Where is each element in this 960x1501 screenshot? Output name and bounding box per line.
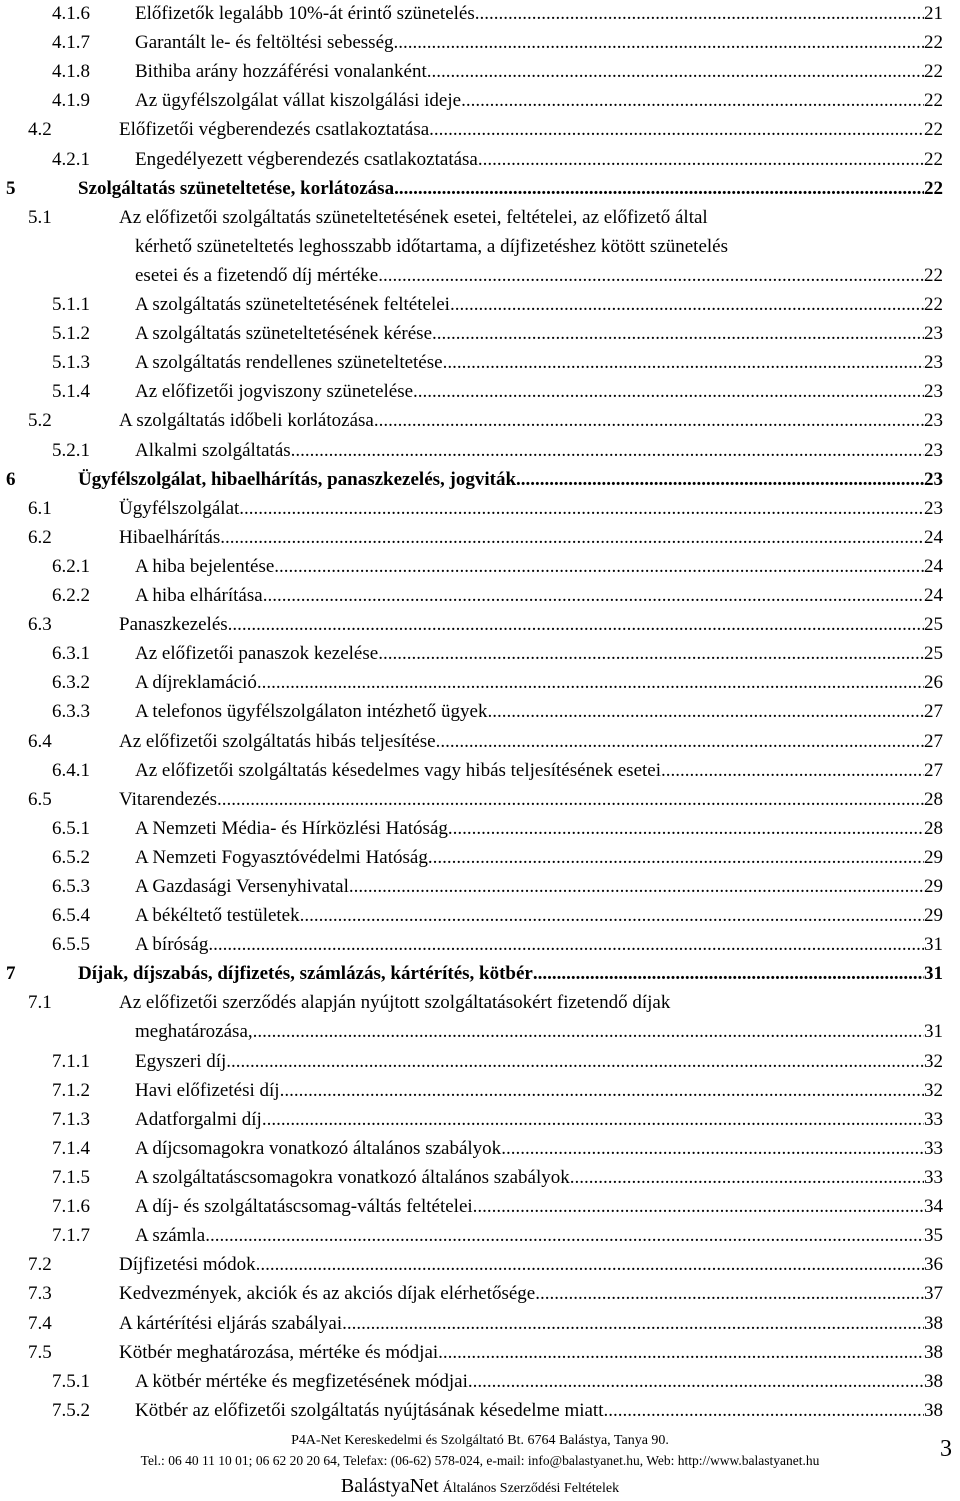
toc-entry-page: 35 xyxy=(924,1225,943,1247)
toc-entry[interactable] xyxy=(0,1338,960,1367)
toc-entry-number: 6.5.2 xyxy=(52,846,90,868)
toc-entry-title: Előfizetői végberendezés csatlakoztatása xyxy=(119,119,430,141)
toc-entry-page: 31 xyxy=(924,1021,943,1043)
toc-entry-title: A díj- és szolgáltatáscsomag-váltás feltételei xyxy=(135,1196,473,1218)
toc-entry-number: 4.2 xyxy=(28,119,52,141)
toc-entry[interactable] xyxy=(0,1105,960,1134)
toc-entry-page: 22 xyxy=(924,177,943,199)
toc-entry-page: 22 xyxy=(924,32,943,54)
toc-entry[interactable] xyxy=(0,174,960,203)
toc-entry-page: 29 xyxy=(924,905,943,927)
toc-entry-title: A hiba bejelentése xyxy=(135,555,275,577)
dot-leader xyxy=(428,843,924,872)
toc-entry-page: 38 xyxy=(924,1370,943,1392)
toc-entry-page: 36 xyxy=(924,1254,943,1276)
toc-entry-page: 22 xyxy=(924,119,943,141)
toc-entry-page: 22 xyxy=(924,294,943,315)
toc-entry[interactable] xyxy=(0,552,960,581)
toc-entry-page: 25 xyxy=(924,643,943,665)
footer-contact: Tel.: 06 40 11 10 01; 06 62 20 20 64, Telefax: (06-62) 578-024, e-mail: info@balastyanet.hu, Web: http://www.balastyanet.hu xyxy=(140,1453,820,1468)
dot-leader xyxy=(349,872,924,901)
toc-entry-title: Vitarendezés xyxy=(119,788,218,810)
toc-entry-page: 23 xyxy=(924,410,943,432)
toc-entry[interactable] xyxy=(0,1367,960,1396)
toc-entry-number: 7.1.1 xyxy=(52,1050,90,1072)
toc-entry[interactable] xyxy=(0,1163,960,1192)
toc-entry-title: Ügyfélszolgálat, hibaelhárítás, panaszkezelés, jogviták xyxy=(78,468,517,490)
toc-entry-page: 32 xyxy=(924,1050,943,1072)
toc-entry-page: 31 xyxy=(924,934,943,956)
toc-entry-title: A díjcsomagokra vonatkozó általános szabályok xyxy=(135,1137,502,1159)
toc-entry-number: 6.3.2 xyxy=(52,672,90,694)
toc-entry-title: Az előfizetői panaszok kezelése xyxy=(135,643,379,665)
toc-entry-number: 7.4 xyxy=(28,1312,52,1334)
dot-leader xyxy=(443,348,924,377)
toc-entry-title: A Nemzeti Fogyasztóvédelmi Hatóság xyxy=(135,846,428,868)
toc-entry-title: Díjfizetési módok xyxy=(119,1254,256,1276)
toc-entry-title: A szolgáltatás szüneteltetésének feltételei xyxy=(135,294,450,315)
toc-entry-title: Alkalmi szolgáltatás xyxy=(135,439,291,461)
dot-leader xyxy=(262,1105,924,1134)
toc-entry-title: Az ügyfélszolgálat vállat kiszolgálási ideje xyxy=(135,90,462,112)
toc-entry-number: 7.1.4 xyxy=(52,1137,90,1159)
toc-entry[interactable] xyxy=(0,1221,960,1250)
toc-entry-title-line: Az előfizetői szolgáltatás szüneteltetésének esetei, feltételei, az előfizető által xyxy=(119,206,708,228)
toc-entry-number: 6.2 xyxy=(28,526,52,548)
toc-entry[interactable] xyxy=(0,1192,960,1221)
toc-entry[interactable] xyxy=(0,901,960,930)
toc-entry-title: Az előfizetői jogviszony szünetelése xyxy=(135,381,414,403)
toc-entry-title: A számla xyxy=(135,1225,206,1247)
toc-entry-page: 23 xyxy=(924,468,943,490)
toc-entry-page: 23 xyxy=(924,352,943,374)
toc-entry-page: 24 xyxy=(924,555,943,577)
toc-entry-number: 6.5 xyxy=(28,788,52,810)
toc-entry-number: 7.5.2 xyxy=(52,1399,90,1421)
toc-entry-page: 23 xyxy=(924,497,943,519)
toc-entry-title: Adatforgalmi díj xyxy=(135,1108,262,1130)
dot-leader xyxy=(378,639,924,668)
page-number: 3 xyxy=(940,1436,952,1462)
toc-entry-page: 29 xyxy=(924,876,943,897)
toc-entry-title: A hiba elhárítása xyxy=(135,585,263,606)
dot-leader xyxy=(253,1017,924,1046)
toc-entry-number: 7.1.7 xyxy=(52,1225,90,1247)
toc-entry-number: 7.3 xyxy=(28,1283,52,1305)
toc-entry-number: 6.2.1 xyxy=(52,555,90,577)
dot-leader xyxy=(448,814,924,843)
toc-entry[interactable] xyxy=(0,756,960,785)
toc-entry-title-line: Az előfizetői szerződés alapján nyújtott szolgáltatásokért fizetendő díjak xyxy=(119,992,671,1014)
toc-entry-number: 7.1.6 xyxy=(52,1196,90,1218)
dot-leader xyxy=(468,1367,924,1396)
toc-entry-page: 28 xyxy=(924,788,943,810)
toc-entry-title: Engedélyezett végberendezés csatlakoztatása xyxy=(135,148,478,170)
toc-entry[interactable] xyxy=(0,581,960,610)
toc-entry-title: Hibaelhárítás xyxy=(119,526,221,548)
dot-leader xyxy=(256,1250,924,1279)
toc-entry-title: Bithiba arány hozzáférési vonalanként xyxy=(135,61,427,83)
toc-entry[interactable] xyxy=(0,610,960,639)
toc-entry[interactable] xyxy=(0,406,960,435)
toc-entry[interactable] xyxy=(0,1134,960,1163)
dot-leader xyxy=(429,115,924,144)
toc-entry-number: 7.1.5 xyxy=(52,1167,90,1188)
toc-entry-number: 5.1.4 xyxy=(52,381,90,403)
toc-entry-page: 27 xyxy=(924,701,943,723)
toc-entry-number: 7.5.1 xyxy=(52,1370,90,1392)
toc-entry[interactable] xyxy=(0,668,960,697)
toc-entry[interactable] xyxy=(0,639,960,668)
toc-entry-title: meghatározása, xyxy=(135,1021,253,1043)
toc-entry-page: 25 xyxy=(924,614,943,636)
toc-entry[interactable] xyxy=(0,1309,960,1338)
dot-leader xyxy=(436,727,924,756)
toc-entry-number: 6.5.4 xyxy=(52,905,90,927)
toc-entry[interactable] xyxy=(0,1279,960,1308)
toc-entry-number: 6.3.3 xyxy=(52,701,90,723)
toc-entry-page: 23 xyxy=(924,439,943,461)
toc-entry-page: 32 xyxy=(924,1079,943,1101)
toc-entry-number: 6.4.1 xyxy=(52,759,90,781)
toc-entry[interactable] xyxy=(0,28,960,57)
toc-entry-title: Garantált le- és feltöltési sebesség xyxy=(135,32,394,54)
toc-entry-page: 31 xyxy=(924,963,943,985)
toc-entry[interactable] xyxy=(0,959,960,988)
toc-entry-page: 33 xyxy=(924,1108,943,1130)
dot-leader xyxy=(220,523,924,552)
toc-entry-number: 4.1.8 xyxy=(52,61,90,83)
toc-entry[interactable] xyxy=(0,348,960,377)
dot-leader xyxy=(342,1309,924,1338)
dot-leader xyxy=(228,610,924,639)
dot-leader xyxy=(413,377,924,406)
toc-entry-number: 6.3 xyxy=(28,614,52,636)
dot-leader xyxy=(274,552,924,581)
dot-leader xyxy=(217,785,924,814)
toc-entry[interactable] xyxy=(0,57,960,86)
toc-entry[interactable] xyxy=(0,930,960,959)
toc-entry-number: 5.1.3 xyxy=(52,352,90,374)
toc-entry[interactable] xyxy=(0,115,960,144)
toc-entry-number: 4.1.7 xyxy=(52,32,90,54)
dot-leader xyxy=(205,1221,924,1250)
dot-leader xyxy=(394,174,924,203)
toc-entry[interactable] xyxy=(0,145,960,174)
toc-entry-title: A békéltető testületek xyxy=(135,905,300,927)
toc-entry-title: Panaszkezelés xyxy=(119,614,228,636)
toc-entry-number: 5.1.1 xyxy=(52,294,90,315)
dot-leader xyxy=(516,465,924,494)
toc-entry-page: 33 xyxy=(924,1167,943,1188)
toc-entry-title: Az előfizetői szolgáltatás hibás teljesítése xyxy=(119,730,436,752)
dot-leader xyxy=(263,581,924,610)
toc-entry-number: 7.1 xyxy=(28,992,52,1014)
toc-entry-number: 6 xyxy=(6,468,16,490)
toc-entry-title: A Nemzeti Média- és Hírközlési Hatóság xyxy=(135,817,448,839)
toc-entry[interactable] xyxy=(0,988,960,1046)
toc-entry-title: A kötbér mértéke és megfizetésének módjai xyxy=(135,1370,468,1392)
toc-entry[interactable] xyxy=(0,1047,960,1076)
footer-brand: BalástyaNet xyxy=(340,1475,439,1497)
toc-entry-title-line: kérhető szüneteltetés leghosszabb időtartama, a díjfizetéshez kötött szünetelés xyxy=(135,235,728,257)
dot-leader xyxy=(374,406,924,435)
toc-entry-page: 22 xyxy=(924,264,943,286)
toc-entry[interactable] xyxy=(0,203,960,290)
dot-leader xyxy=(661,756,924,785)
toc-entry-number: 4.1.6 xyxy=(52,3,90,24)
toc-entry-number: 6.5.5 xyxy=(52,934,90,956)
toc-entry-number: 5.1 xyxy=(28,206,52,228)
toc-entry[interactable] xyxy=(0,1250,960,1279)
toc-entry[interactable] xyxy=(0,465,960,494)
dot-leader xyxy=(535,1279,924,1308)
toc-entry-title: A Gazdasági Versenyhivatal xyxy=(135,876,349,897)
toc-entry-page: 33 xyxy=(924,1137,943,1159)
toc-entry-page: 27 xyxy=(924,730,943,752)
toc-entry[interactable] xyxy=(0,1396,960,1425)
toc-entry-title: A szolgáltatás szüneteltetésének kérése xyxy=(135,323,433,345)
footer-company: P4A-Net Kereskedelmi és Szolgáltató Bt. 6764 Balástya, Tanya 90. xyxy=(291,1433,669,1448)
toc-entry[interactable] xyxy=(0,377,960,406)
toc-entry[interactable] xyxy=(0,697,960,726)
toc-entry-page: 38 xyxy=(924,1341,943,1363)
dot-leader xyxy=(300,901,924,930)
dot-leader xyxy=(473,1192,924,1221)
dot-leader xyxy=(450,290,924,319)
dot-leader xyxy=(394,28,924,57)
toc-entry[interactable] xyxy=(0,785,960,814)
toc-entry-number: 6.5.3 xyxy=(52,876,90,897)
dot-leader xyxy=(461,86,924,115)
toc-entry[interactable] xyxy=(0,872,960,901)
dot-leader xyxy=(291,436,924,465)
toc-entry-title: esetei és a fizetendő díj mértéke xyxy=(135,264,379,286)
toc-entry-number: 6.4 xyxy=(28,730,52,752)
toc-entry[interactable] xyxy=(0,86,960,115)
toc-entry-page: 38 xyxy=(924,1399,943,1421)
toc-entry-title: A szolgáltatás időbeli korlátozása xyxy=(119,410,374,432)
dot-leader xyxy=(257,668,924,697)
toc-entry-page: 26 xyxy=(924,672,943,694)
toc-entry[interactable] xyxy=(0,814,960,843)
dot-leader xyxy=(432,319,924,348)
toc-entry-page: 21 xyxy=(924,3,943,24)
dot-leader xyxy=(475,0,924,28)
toc-entry-number: 7 xyxy=(6,963,16,985)
toc-entry-number: 7.5 xyxy=(28,1341,52,1363)
toc-entry-page: 28 xyxy=(924,817,943,839)
toc-entry-page: 29 xyxy=(924,846,943,868)
dot-leader xyxy=(226,1047,924,1076)
toc-entry-title: Előfizetők legalább 10%-át érintő szünetelés xyxy=(135,3,475,24)
toc-entry-title: Kötbér meghatározása, mértéke és módjai xyxy=(119,1341,439,1363)
toc-entry-title: A bíróság xyxy=(135,934,209,956)
toc-entry[interactable] xyxy=(0,436,960,465)
toc-entry-title: A szolgáltatás rendellenes szüneteltetése xyxy=(135,352,443,374)
toc-entry-number: 4.2.1 xyxy=(52,148,90,170)
toc-entry-number: 7.1.3 xyxy=(52,1108,90,1130)
toc-entry-title: A kártérítési eljárás szabályai xyxy=(119,1312,343,1334)
toc-entry[interactable] xyxy=(0,319,960,348)
toc-entry-page: 24 xyxy=(924,526,943,548)
toc-entry-page: 23 xyxy=(924,381,943,403)
dot-leader xyxy=(478,145,924,174)
dot-leader xyxy=(533,959,924,988)
toc-entry-page: 37 xyxy=(924,1283,943,1305)
toc-entry-number: 5.2 xyxy=(28,410,52,432)
toc-entry[interactable] xyxy=(0,727,960,756)
toc-entry-title: Havi előfizetési díj xyxy=(135,1079,280,1101)
toc-entry-page: 38 xyxy=(924,1312,943,1334)
toc-entry-title: Ügyfélszolgálat xyxy=(119,497,240,519)
toc-entry-title: A díjreklamáció xyxy=(135,672,257,694)
dot-leader xyxy=(208,930,924,959)
toc-entry-number: 5.1.2 xyxy=(52,323,90,345)
toc-entry-number: 4.1.9 xyxy=(52,90,90,112)
toc-entry-number: 5.2.1 xyxy=(52,439,90,461)
toc-entry[interactable] xyxy=(0,843,960,872)
toc-entry-title: Kötbér az előfizetői szolgáltatás nyújtásának késedelme miatt xyxy=(135,1399,604,1421)
dot-leader xyxy=(487,697,924,726)
toc-entry-page: 27 xyxy=(924,759,943,781)
toc-entry-title: A telefonos ügyfélszolgálaton intézhető ügyek xyxy=(135,701,488,723)
toc-entry-page: 22 xyxy=(924,90,943,112)
dot-leader xyxy=(501,1134,924,1163)
dot-leader xyxy=(438,1338,924,1367)
toc-entry-title: A szolgáltatáscsomagokra vonatkozó általános szabályok xyxy=(135,1167,570,1188)
toc-entry[interactable] xyxy=(0,523,960,552)
toc-entry-title: Az előfizetői szolgáltatás késedelmes vagy hibás teljesítésének esetei xyxy=(135,759,661,781)
toc-entry-number: 5 xyxy=(6,177,16,199)
footer-subtitle: Általános Szerződési Feltételek xyxy=(442,1481,620,1496)
toc-entry-title: Szolgáltatás szüneteltetése, korlátozása xyxy=(78,177,395,199)
toc-entry-number: 6.5.1 xyxy=(52,817,90,839)
toc-entry-page: 34 xyxy=(924,1196,943,1218)
toc-entry[interactable] xyxy=(0,0,960,28)
footer-brand-line xyxy=(0,1474,960,1501)
toc-entry[interactable] xyxy=(0,494,960,523)
toc-entry-number: 7.1.2 xyxy=(52,1079,90,1101)
toc-entry-number: 7.2 xyxy=(28,1254,52,1276)
toc-entry-page: 22 xyxy=(924,148,943,170)
toc-entry-number: 6.2.2 xyxy=(52,585,90,606)
toc-entry-title: Kedvezmények, akciók és az akciós díjak elérhetősége xyxy=(119,1283,536,1305)
toc-entry[interactable] xyxy=(0,1076,960,1105)
dot-leader xyxy=(378,261,924,290)
toc-entry-page: 23 xyxy=(924,323,943,345)
toc-entry-title: Egyszeri díj xyxy=(135,1050,227,1072)
toc-entry-number: 6.1 xyxy=(28,497,52,519)
toc-entry[interactable] xyxy=(0,290,960,319)
toc-entry-number: 6.3.1 xyxy=(52,643,90,665)
dot-leader xyxy=(604,1396,925,1425)
toc-entry-title: Díjak, díjszabás, díjfizetés, számlázás, kártérítés, kötbér xyxy=(78,963,533,985)
dot-leader xyxy=(239,494,924,523)
toc-entry-page: 22 xyxy=(924,61,943,83)
toc-entry-page: 24 xyxy=(924,585,943,606)
dot-leader xyxy=(427,57,924,86)
dot-leader xyxy=(570,1163,924,1192)
dot-leader xyxy=(280,1076,924,1105)
